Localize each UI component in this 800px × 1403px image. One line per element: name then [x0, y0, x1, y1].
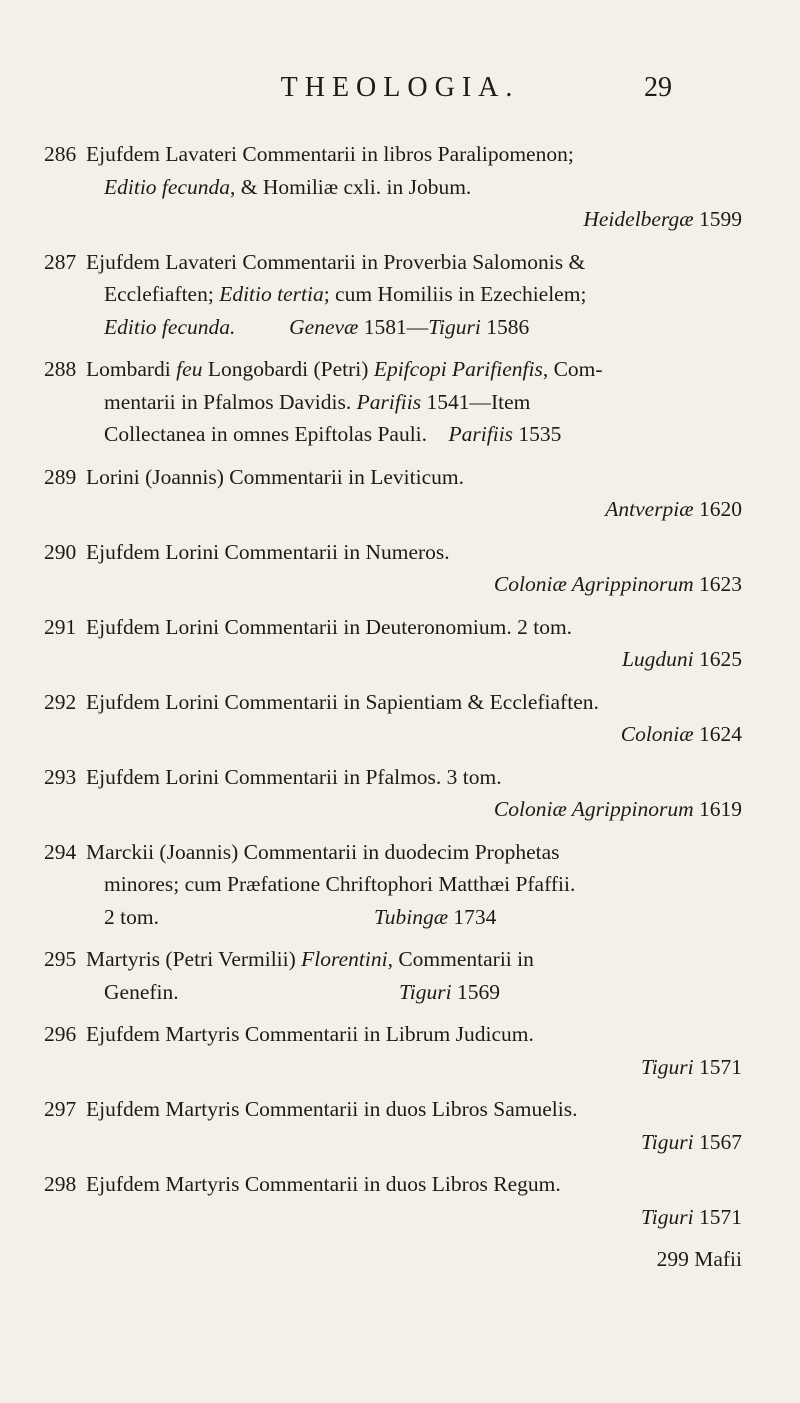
entry-line — [0, 1018, 800, 1051]
entry-imprint — [0, 568, 800, 601]
catalogue-entry — [0, 611, 800, 676]
text-segment: Lorini (Joannis) Commentarii in Leviticum. — [86, 464, 464, 489]
italic-text: feu — [176, 357, 203, 381]
catalogue-entry — [0, 138, 800, 236]
italic-text: Lugduni — [621, 647, 694, 671]
entry-number: 294 — [44, 839, 77, 864]
italic-text: Editio fecunda. — [104, 314, 236, 339]
text-segment: , & Homiliæ cxli. in Jobum. — [230, 174, 472, 199]
text-segment: mentarii in Pfalmos Davidis. — [104, 389, 357, 414]
text-segment: Ejufdem Lavateri Commentarii in Proverbia Salomonis & — [86, 249, 586, 274]
text-segment: , Commentarii in — [387, 947, 534, 971]
entry-line — [0, 868, 800, 901]
entry-imprint — [0, 1051, 800, 1084]
entry-number: 288 — [44, 357, 77, 381]
italic-text: Antverpiæ — [605, 497, 694, 521]
catalogue-entries — [0, 138, 800, 1276]
catalogue-entry — [0, 761, 800, 826]
entry-line — [0, 386, 800, 419]
entry-line — [0, 246, 800, 279]
italic-text: Tiguri — [641, 1129, 694, 1154]
text-segment: Ejufdem Lorini Commentarii in Deuteronomium. 2 tom. — [86, 614, 573, 639]
italic-text: Coloniæ Agrippinorum — [493, 572, 694, 596]
text-segment: Ecclefiaften; — [104, 282, 220, 306]
text-segment: 1571 — [693, 1054, 742, 1079]
text-segment: 1581— — [358, 314, 429, 339]
catalogue-entry — [0, 461, 800, 526]
catalogue-entry — [0, 836, 800, 934]
text-segment: Collectanea in omnes Epiftolas Pauli. — [104, 422, 449, 446]
text-segment: 1624 — [693, 722, 742, 746]
text-segment: Lombardi — [86, 357, 177, 381]
italic-text: Tiguri — [399, 979, 452, 1004]
catalogue-entry — [0, 686, 800, 751]
entry-line — [0, 976, 800, 1009]
catalogue-entry — [0, 1168, 800, 1233]
running-head — [0, 72, 800, 112]
entry-line — [0, 171, 800, 204]
text-segment: Ejufdem Martyris Commentarii in duos Libros Regum. — [86, 1172, 561, 1196]
entry-number: 290 — [44, 539, 77, 564]
entry-number: 291 — [44, 614, 77, 639]
entry-number: 297 — [44, 1097, 77, 1121]
entry-number: 289 — [44, 464, 77, 489]
entry-number: 292 — [44, 689, 77, 714]
text-segment: 1541—Item — [421, 389, 531, 414]
entry-line — [0, 278, 800, 311]
entry-line — [0, 1093, 800, 1126]
entry-line — [0, 353, 800, 386]
entry-imprint — [0, 1201, 800, 1234]
italic-text: Florentini — [301, 947, 388, 971]
entry-line — [0, 311, 800, 344]
text-segment: Marckii (Joannis) Commentarii in duodecim Prophetas — [86, 839, 560, 864]
text-segment: 1569 — [451, 979, 500, 1004]
entry-line — [0, 461, 800, 494]
entry-line — [0, 761, 800, 794]
entry-line — [0, 943, 800, 976]
text-segment: 1567 — [693, 1129, 742, 1154]
catalogue-entry — [0, 246, 800, 344]
text-segment: Ejufdem Lorini Commentarii in Numeros. — [86, 539, 450, 564]
text-segment: 1619 — [693, 797, 742, 821]
catalogue-entry — [0, 1018, 800, 1083]
page-number: 29 — [644, 72, 672, 103]
entry-line — [0, 611, 800, 644]
entry-number: 293 — [44, 764, 77, 789]
italic-text: Epifcopi Parifienfis — [373, 357, 543, 381]
entry-line — [0, 836, 800, 869]
entry-number: 296 — [44, 1022, 77, 1046]
entry-line — [0, 901, 800, 934]
entry-imprint — [0, 643, 800, 676]
catalogue-entry — [0, 943, 800, 1008]
italic-text: Parifiis — [448, 422, 514, 446]
italic-text: Genevæ — [289, 314, 359, 339]
catalogue-entry — [0, 1093, 800, 1158]
italic-text: Tiguri — [428, 314, 481, 339]
text-segment: 1620 — [693, 497, 742, 521]
catalogue-entry — [0, 353, 800, 451]
catalogue-entry — [0, 536, 800, 601]
text-segment: 1535 — [513, 422, 562, 446]
text-segment: 1586 — [480, 314, 530, 339]
italic-text: Heidelbergæ — [583, 207, 694, 231]
text-segment: Ejufdem Lavateri Commentarii in libros Paralipomenon; — [86, 142, 574, 166]
entry-imprint — [0, 493, 800, 526]
entry-imprint — [0, 203, 800, 236]
entry-imprint — [0, 1126, 800, 1159]
italic-text: Editio fecunda — [104, 174, 230, 199]
entry-line — [0, 536, 800, 569]
entry-imprint — [0, 718, 800, 751]
italic-text: Coloniæ — [620, 722, 694, 746]
italic-text: Tiguri — [641, 1204, 694, 1229]
entry-number: 295 — [44, 947, 77, 971]
text-segment: minores; cum Præfatione Chriftophori Matthæi Pfaffii. — [104, 872, 576, 896]
entry-line — [0, 686, 800, 719]
text-segment: Longobardi (Petri) — [202, 357, 374, 381]
catchword: 299 Mafii — [656, 1247, 742, 1271]
italic-text: Editio tertia — [219, 282, 324, 306]
text-segment: 2 tom. — [104, 904, 374, 929]
entry-number: 287 — [44, 249, 77, 274]
text-segment: Ejufdem Lorini Commentarii in Pfalmos. 3 tom. — [86, 764, 502, 789]
text-segment: 1625 — [693, 647, 742, 671]
text-segment: Martyris (Petri Vermilii) — [86, 947, 302, 971]
italic-text: Coloniæ Agrippinorum — [493, 797, 694, 821]
text-segment: Ejufdem Martyris Commentarii in duos Libros Samuelis. — [86, 1097, 578, 1121]
text-segment: Genefin. — [104, 979, 399, 1004]
entry-line — [0, 418, 800, 451]
entry-number: 298 — [44, 1172, 77, 1196]
italic-text: Tiguri — [641, 1054, 694, 1079]
text-segment: 1571 — [693, 1204, 742, 1229]
text-segment: Ejufdem Lorini Commentarii in Sapientiam & Ecclefiaften. — [86, 689, 599, 714]
text-segment: Ejufdem Martyris Commentarii in Librum Judicum. — [86, 1022, 534, 1046]
entry-number: 286 — [44, 142, 77, 166]
text-segment: 1623 — [693, 572, 742, 596]
text-segment: 1599 — [693, 207, 742, 231]
text-segment: , Com- — [542, 357, 603, 381]
text-segment — [235, 315, 289, 339]
text-segment: 1734 — [448, 904, 497, 929]
entry-line — [0, 138, 800, 171]
italic-text: Parifiis — [356, 389, 422, 414]
text-segment: ; cum Homiliis in Ezechielem; — [323, 282, 587, 306]
entry-line — [0, 1168, 800, 1201]
running-title: THEOLOGIA. — [280, 72, 520, 103]
entry-imprint — [0, 793, 800, 826]
italic-text: Tubingæ — [373, 904, 449, 929]
